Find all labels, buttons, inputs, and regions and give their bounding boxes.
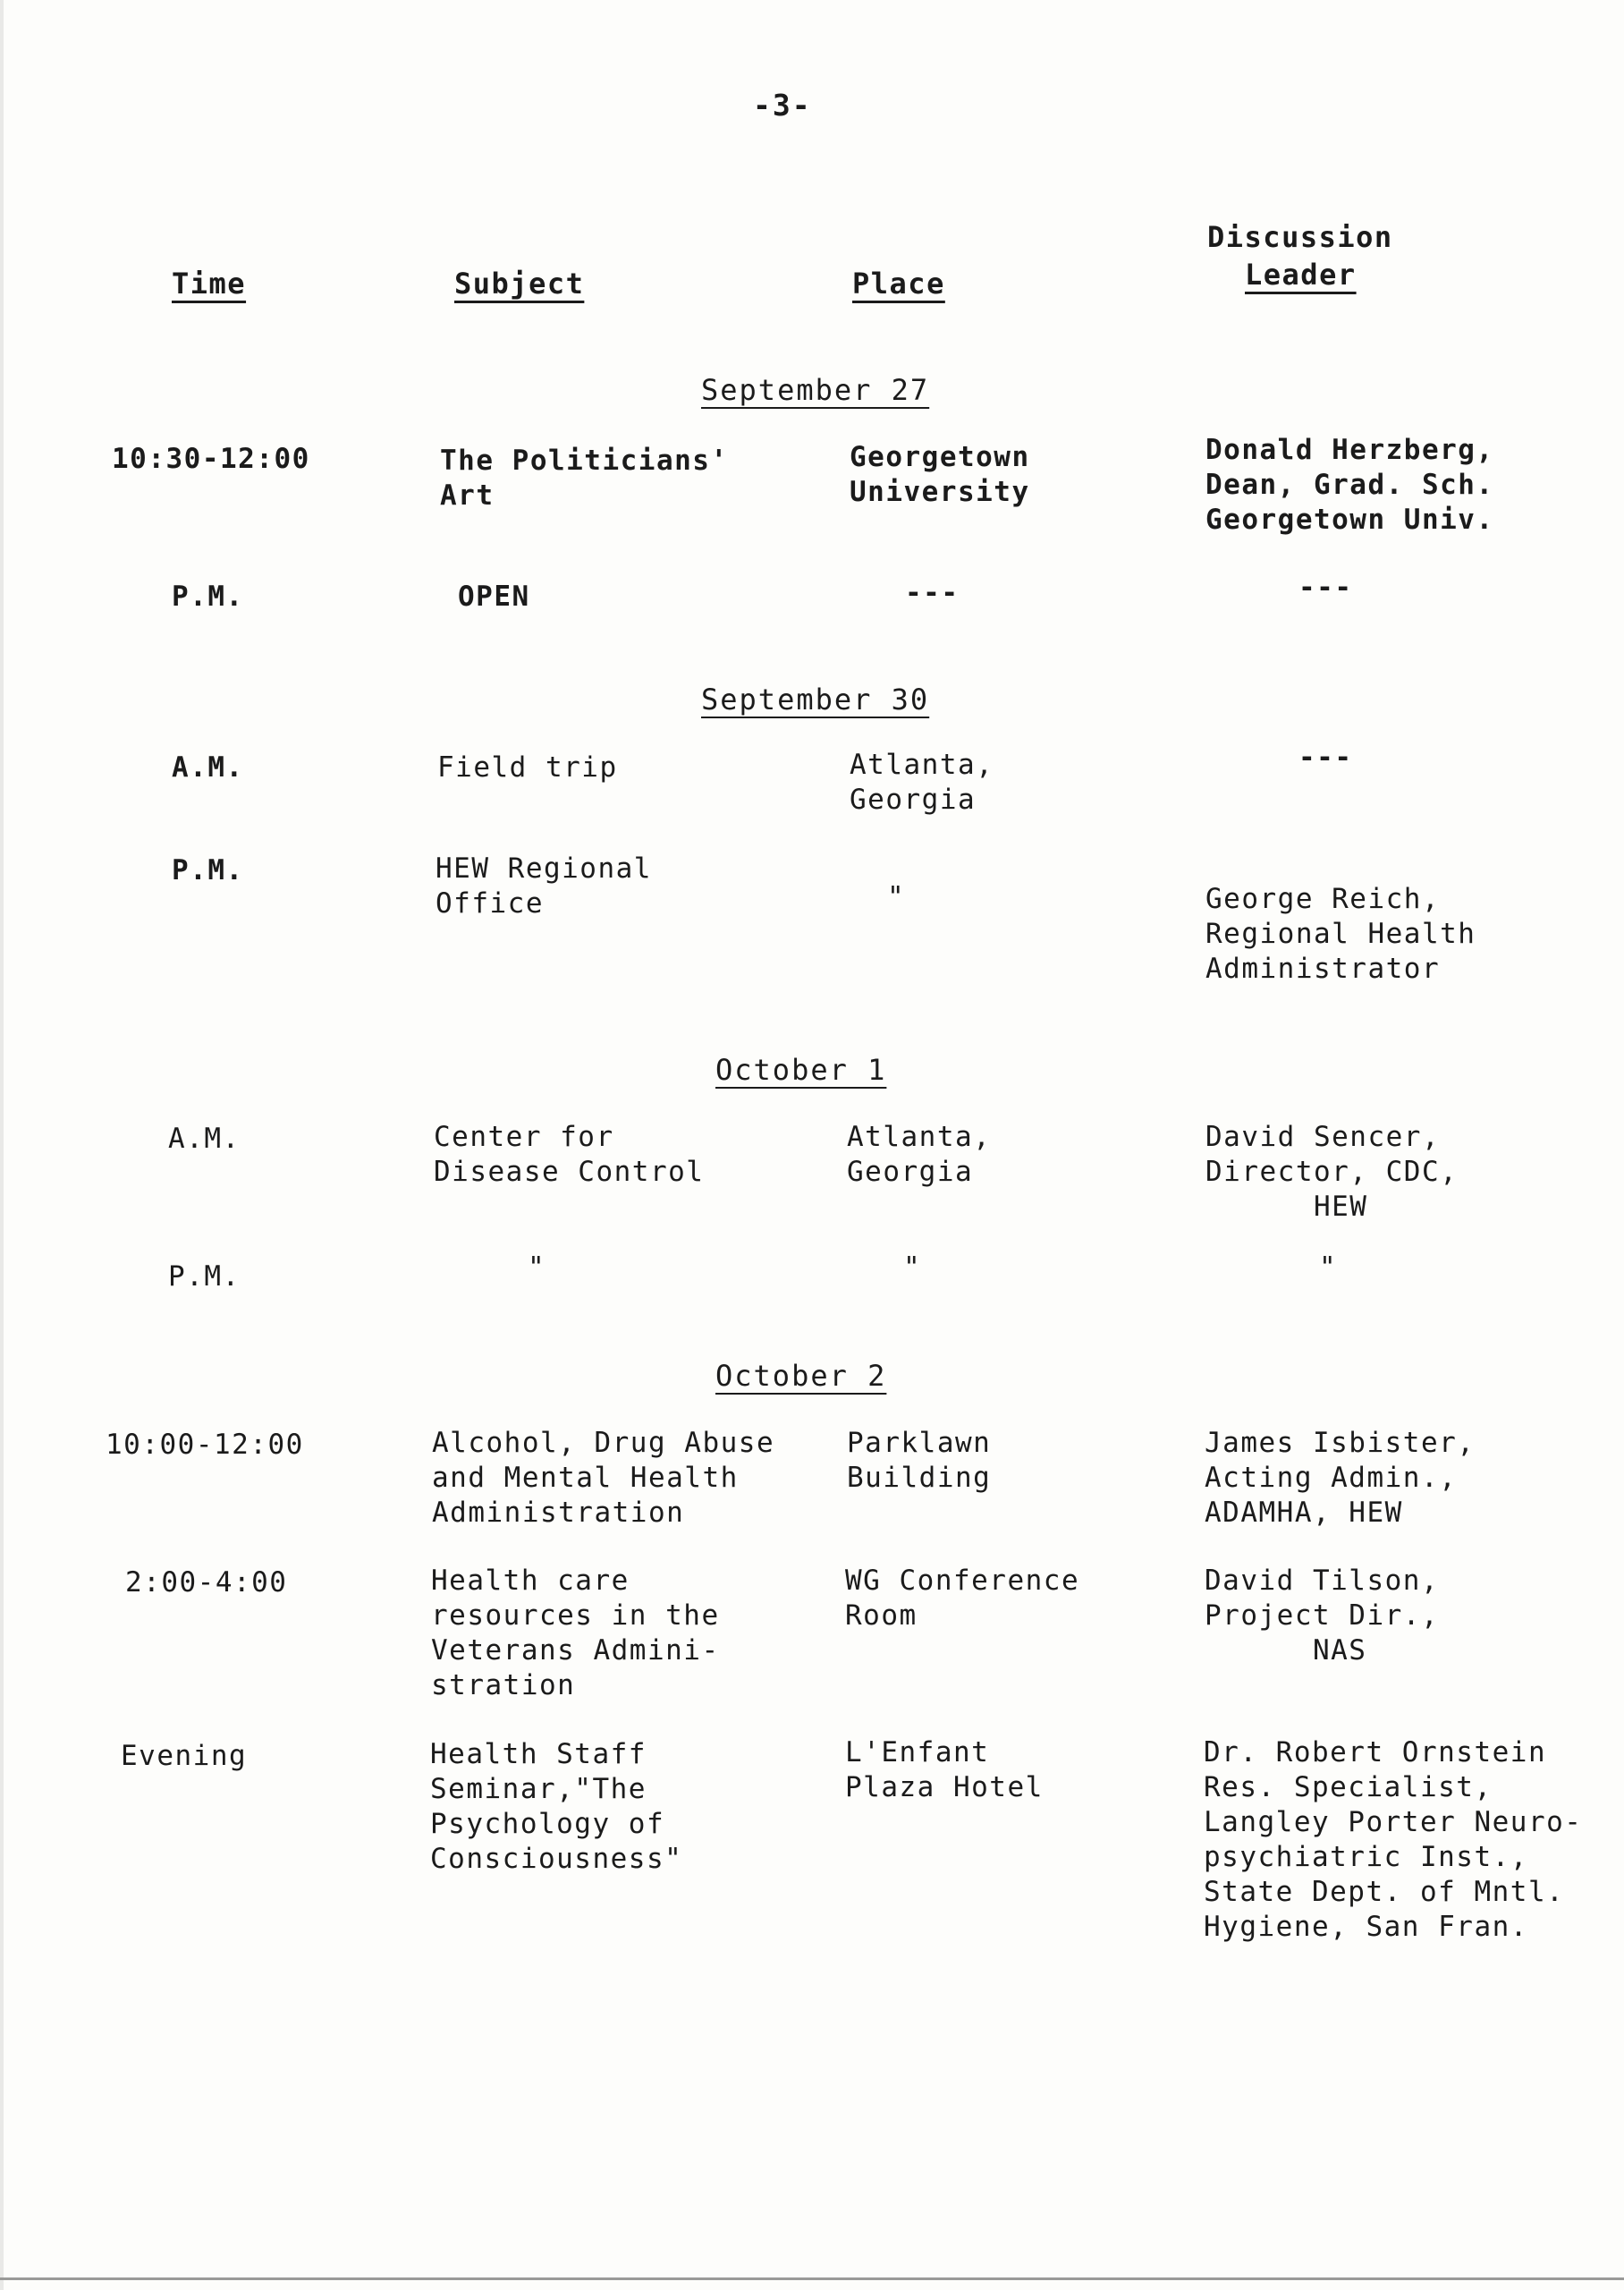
place-cell: --- xyxy=(905,577,960,609)
time-cell: P.M. xyxy=(172,854,244,886)
leader-cell: David Sencer, Director, CDC, HEW xyxy=(1205,1121,1459,1223)
time-cell: 10:30-12:00 xyxy=(112,443,310,475)
header-place: Place xyxy=(852,267,945,301)
place-cell: WG Conference Room xyxy=(845,1565,1080,1632)
header-leader-line2: Leader xyxy=(1245,258,1357,292)
header-leader-line1: Discussion xyxy=(1207,220,1393,254)
leader-cell: David Tilson, Project Dir., NAS xyxy=(1205,1565,1440,1667)
leader-cell: George Reich, Regional Health Administrator xyxy=(1205,883,1476,985)
header-subject: Subject xyxy=(454,267,585,301)
subject-cell: The Politicians' Art xyxy=(440,445,729,512)
header-time: Time xyxy=(172,267,247,301)
subject-cell: HEW Regional Office xyxy=(436,852,652,920)
scan-edge xyxy=(0,0,4,2290)
place-cell: Parklawn Building xyxy=(847,1427,992,1494)
leader-cell: Dr. Robert Ornstein Res. Specialist, Langley Porter Neuro- psychiatric Inst., State Dept. of Mntl. Hygiene, San Fran. xyxy=(1204,1736,1583,1943)
subject-cell: " xyxy=(528,1251,546,1284)
subject-cell: Center for Disease Control xyxy=(434,1121,705,1188)
scan-bottom-edge xyxy=(0,2277,1624,2280)
time-cell: A.M. xyxy=(172,751,244,784)
date-heading: October 2 xyxy=(715,1359,887,1393)
leader-cell: James Isbister, Acting Admin., ADAMHA, HEW xyxy=(1205,1427,1476,1529)
page-number: -3- xyxy=(753,88,812,123)
place-cell: Atlanta, Georgia xyxy=(847,1121,992,1188)
place-cell: Georgetown University xyxy=(850,441,1030,508)
place-cell: L'Enfant Plaza Hotel xyxy=(845,1736,1044,1803)
date-heading: October 1 xyxy=(715,1053,887,1087)
time-cell: 10:00-12:00 xyxy=(106,1429,304,1461)
time-cell: P.M. xyxy=(172,581,244,613)
time-cell: 2:00-4:00 xyxy=(125,1566,288,1599)
place-cell: " xyxy=(903,1251,922,1284)
leader-cell: --- xyxy=(1298,742,1353,774)
subject-cell: Health Staff Seminar,"The Psychology of Consciousness" xyxy=(430,1738,683,1875)
subject-cell: Field trip xyxy=(437,751,618,784)
time-cell: P.M. xyxy=(168,1260,241,1293)
leader-cell: --- xyxy=(1298,572,1353,604)
time-cell: A.M. xyxy=(168,1123,241,1155)
subject-cell: OPEN xyxy=(458,581,530,613)
date-heading: September 30 xyxy=(701,683,930,717)
leader-cell: Donald Herzberg, Dean, Grad. Sch. Georgetown Univ. xyxy=(1205,434,1494,536)
leader-cell: " xyxy=(1319,1251,1338,1284)
place-cell: " xyxy=(887,881,906,913)
time-cell: Evening xyxy=(121,1740,248,1772)
date-heading: September 27 xyxy=(701,373,930,407)
subject-cell: Health care resources in the Veterans Admini- stration xyxy=(431,1565,720,1701)
subject-cell: Alcohol, Drug Abuse and Mental Health Administration xyxy=(432,1427,775,1529)
place-cell: Atlanta, Georgia xyxy=(850,749,994,816)
